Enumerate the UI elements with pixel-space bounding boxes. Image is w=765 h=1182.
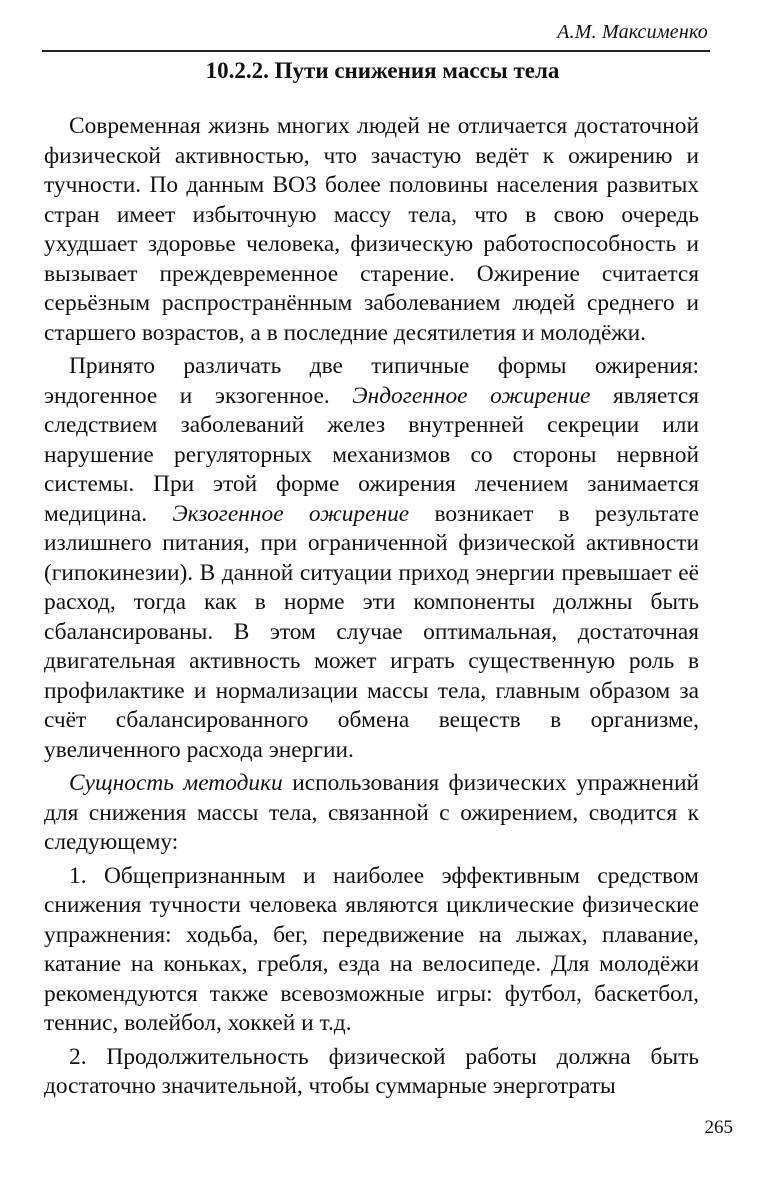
list-item-1: 1. Общепризнанным и наиболее эффективным средством снижения тучности человека являются циклические физические упражнения: ходьба, бег, передвижение на лыжах, плавание, катание на коньках, гребля, езда на велосипеде. Для молодёжи рекомендуются также всевозможные игры: футбол, баскетбол, теннис, волейбол, хоккей и т.д. xyxy=(44,862,699,1036)
paragraph-3 xyxy=(44,769,699,858)
paragraph-1: Современная жизнь многих людей не отличается достаточной физической активностью, что зачастую ведёт к ожирению и тучности. По данным ВОЗ более половины населения развитых стран имеет избыточную массу тела, что в свою очередь ухудшает здоровье человека, физическую работоспособность и вызывает преждевременное старение. Ожирение считается серьёзным распространённым заболеванием людей среднего и старшего возрастов, а в последние десятилетия и молодёжи. xyxy=(44,113,699,346)
running-head-author: А.М. Максименко xyxy=(557,21,708,43)
list-item-2: 2. Продолжительность физической работы должна быть достаточно значительной, чтобы суммарные энерготраты xyxy=(44,1043,699,1099)
term-exogenous-obesity: Экзогенное ожирение xyxy=(172,500,410,527)
paragraph-3-rest: использования физических упражнений для снижения массы тела, связанной с ожирением, сводится к следующему: xyxy=(44,770,700,855)
section-title: 10.2.2. Пути снижения массы тела xyxy=(205,58,560,83)
term-endogenous-obesity: Эндогенное ожирение xyxy=(352,382,591,409)
body-text xyxy=(44,112,699,1102)
paragraph-2-middle: является следствием заболеваний желез внутренней секреции или нарушение регуляторных механизмов со стороны нервной системы. При этой форме ожирения лечением занимается медицина. xyxy=(44,382,699,527)
paragraph-2 xyxy=(44,352,699,765)
page-number: 265 xyxy=(704,1117,733,1138)
paragraph-2-start: Принято различать две типичные формы ожирения: эндогенное и экзогенное. xyxy=(44,353,699,409)
term-method-essence: Сущность методики xyxy=(69,770,283,796)
header-rule xyxy=(42,50,710,52)
paragraph-2-end: возникает в результате излишнего питания, при ограниченной физической активности (гипокинезии). В данной ситуации приход энергии превышает её расход, тогда как в норме эти компоненты должны быть сбалансированы. В этом случае оптимальная, достаточная двигательная активность может играть существенную роль в профилактике и нормализации массы тела, главным образом за счёт сбалансированного обмена веществ в организме, увеличенного расхода энергии. xyxy=(44,500,699,763)
